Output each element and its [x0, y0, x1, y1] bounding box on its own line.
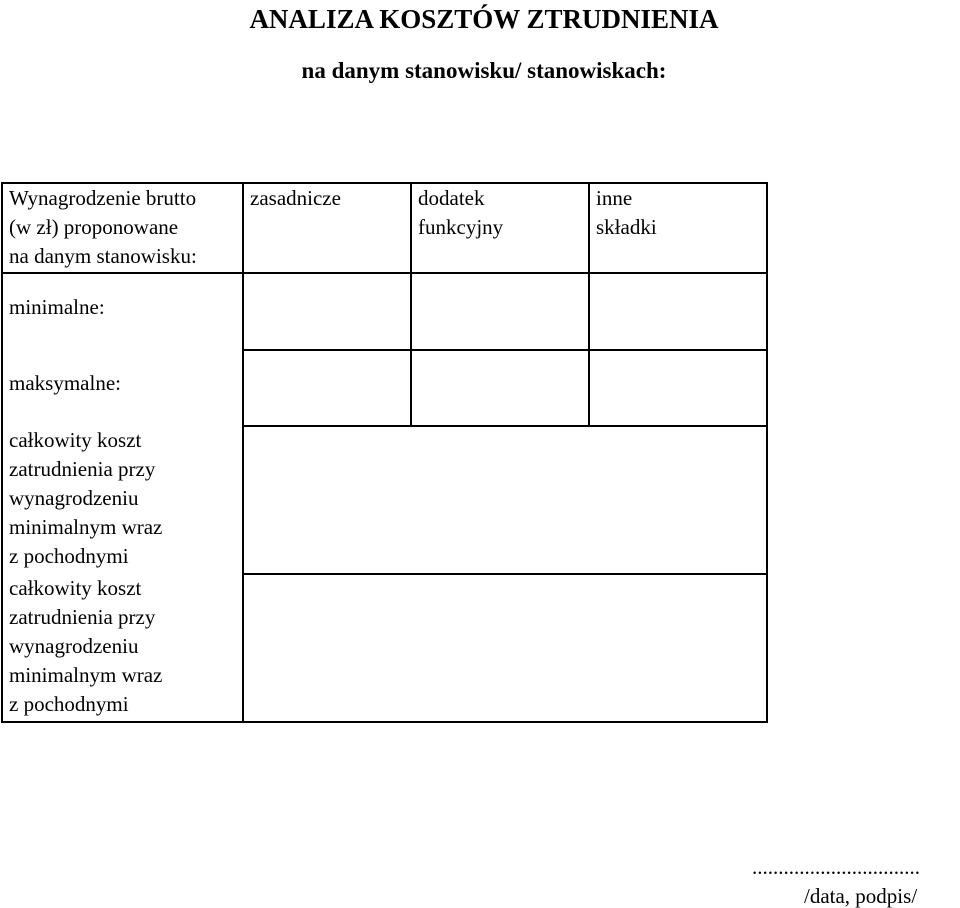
row-label-total-cost-minimum: całkowity koszt zatrudnienia przy wynagrodzeniu minimalnym wraz z pochodnymi — [2, 426, 243, 574]
table-row-minimum — [2, 273, 767, 350]
cell-total-cost-minimum[interactable] — [243, 426, 767, 574]
table-header-row — [2, 183, 767, 273]
table-row-maximum — [2, 350, 767, 426]
cell-min-other-components[interactable] — [589, 273, 767, 350]
cell-min-base[interactable] — [243, 273, 411, 350]
column-header-base: zasadnicze — [243, 183, 411, 273]
signature-label: /data, podpis/ — [804, 884, 918, 908]
column-header-other-components: inne składki — [589, 183, 767, 273]
cell-max-other-components[interactable] — [589, 350, 767, 426]
signature-line: ................................ — [752, 855, 920, 879]
row-label-maximum: maksymalne: — [2, 350, 243, 426]
table-row-total-cost-minimum — [2, 426, 767, 574]
column-header-function-bonus: dodatek funkcyjny — [411, 183, 589, 273]
cost-analysis-table — [1, 182, 768, 723]
row-label-total-cost-maximum: całkowity koszt zatrudnienia przy wynagrodzeniu minimalnym wraz z pochodnymi — [2, 574, 243, 722]
cell-max-function-bonus[interactable] — [411, 350, 589, 426]
cell-total-cost-maximum[interactable] — [243, 574, 767, 722]
cell-min-function-bonus[interactable] — [411, 273, 589, 350]
table-row-total-cost-maximum — [2, 574, 767, 722]
row-label-minimum: minimalne: — [2, 273, 243, 350]
cell-max-base[interactable] — [243, 350, 411, 426]
document-subtitle: na danym stanowisku/ stanowiskach: — [301, 58, 667, 83]
header-salary-label: Wynagrodzenie brutto (w zł) proponowane na danym stanowisku: — [2, 183, 243, 273]
document-title: ANALIZA KOSZTÓW ZTRUDNIENIA — [249, 4, 719, 34]
